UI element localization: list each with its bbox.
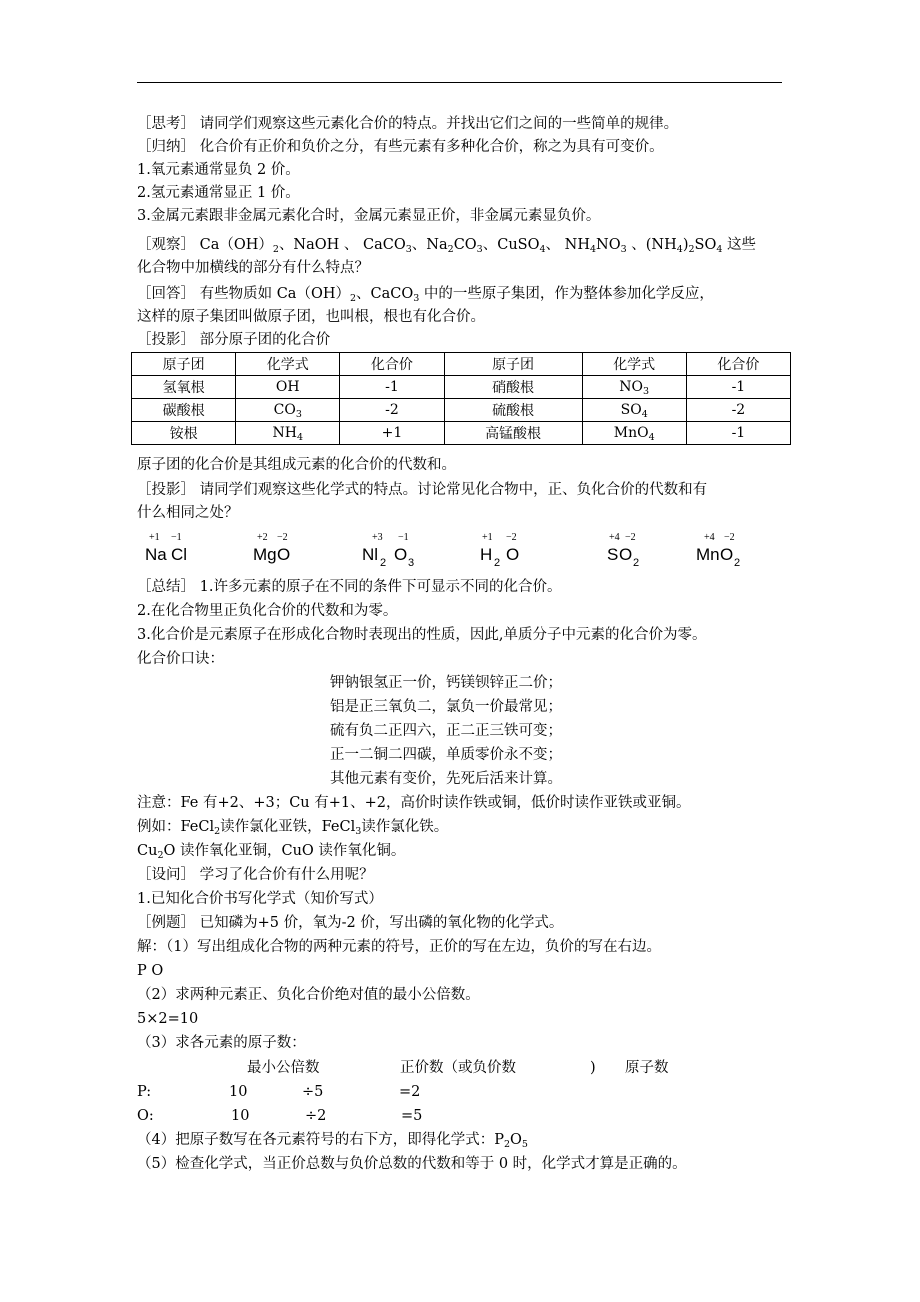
element-symbol: Mg	[253, 545, 277, 564]
table-header-cell: 化合价	[686, 353, 790, 376]
valence-mark: +4	[609, 532, 620, 543]
answer-line-cont: 这样的原子集团叫做原子团，也叫根，根也有化合价。	[137, 309, 485, 325]
table-cell: 高锰酸根	[444, 422, 582, 445]
table-cell: $NH_4$	[236, 422, 340, 445]
formula-nl2o3	[362, 532, 452, 572]
table-cell: $NO_3$	[582, 376, 686, 399]
calc-header-lcm: 最小公倍数	[247, 1060, 320, 1076]
table-cell: 硫酸根	[444, 399, 582, 422]
mnemonic-line: 硫有负二正四六，正二正三铁可变；	[330, 723, 562, 739]
element-symbol: O	[619, 545, 633, 564]
step-3-line: （3）求各元素的原子数：	[137, 1035, 306, 1051]
step-5-line: （5）检查化学式，当正价总数与负价总数的代数和等于 0 时，化学式才算是正确的。	[137, 1156, 687, 1172]
conclusion-1: ［总结］ 1.许多元素的原子在不同的条件下可显示不同的化合价。	[137, 579, 562, 595]
calc-row-o-lcm: 10	[231, 1108, 250, 1124]
subscript: 3	[408, 557, 415, 569]
calc-line: 5×2=10	[137, 1011, 199, 1027]
mnemonic-line: 钾钠银氢正一价，钙镁钡锌正二价；	[330, 675, 562, 691]
observe-line: ［观察］ $Ca(OH)_2$、NaOH 、 CaCO$_3$、$Na_2CO_3$、CuSO$_4$、 $NH_4NO_3$ 、$(NH_4)_2SO_4$ 这些	[137, 237, 757, 255]
valence-mark: +4	[704, 532, 715, 543]
valence-mark: +2	[257, 532, 268, 543]
table-header-cell: 化学式	[582, 353, 686, 376]
table-cell: -1	[340, 376, 444, 399]
subscript: 2	[494, 557, 501, 569]
table-cell: +1	[340, 422, 444, 445]
table-cell: -1	[686, 376, 790, 399]
element-symbol: O	[394, 545, 408, 564]
step-1-line: 解：（1）写出组成化合物的两种元素的符号，正价的写在左边，负价的写在右边。	[137, 939, 661, 955]
step-2-line: （2）求两种元素正、负化合价绝对值的最小公倍数。	[137, 987, 480, 1003]
table-cell: 碳酸根	[132, 399, 236, 422]
table-header-cell: 化学式	[236, 353, 340, 376]
mnemonic-line: 其他元素有变价，先死后活来计算。	[330, 771, 562, 787]
formula-h2o	[480, 532, 570, 572]
mnemonic-line: 铝是正三氧负二，氯负一价最常见；	[330, 699, 562, 715]
element-symbol: Cl	[171, 545, 188, 564]
formula-mno2	[696, 532, 786, 572]
step-4-line: （4）把原子数写在各元素符号的右下方，即得化学式：$P_2O_5$	[137, 1132, 528, 1150]
subscript: 2	[380, 557, 387, 569]
table-row	[132, 399, 791, 422]
table-header-cell: 原子团	[444, 353, 582, 376]
rule-hydrogen: 2.氢元素通常显正 1 价。	[137, 185, 300, 201]
subscript: 2	[734, 557, 741, 569]
note-line: 注意：Fe 有+2、+3；Cu 有+1、+2，高价时读作铁或铜，低价时读作亚铁或亚铜。	[137, 795, 691, 811]
table-cell: 氢氧根	[132, 376, 236, 399]
calc-header-valence: 正价数（或负价数	[400, 1060, 516, 1076]
valence-mark: −1	[171, 532, 182, 543]
mnemonic-line: 正一二铜二四碳，单质零价永不变；	[330, 747, 562, 763]
calc-header-paren: )	[590, 1060, 596, 1076]
calc-row-o-div: ÷2	[305, 1108, 327, 1124]
calc-row-o-result: =5	[401, 1108, 423, 1124]
example-read-line: 例如：FeCl$_2$读作氯化亚铁，FeCl$_3$读作氯化铁。	[137, 819, 449, 837]
conclusion-3: 3.化合价是元素原子在形成化合物时表现出的性质，因此,单质分子中元素的化合价为零。	[137, 627, 707, 643]
element-symbol: Na	[145, 545, 167, 564]
table-cell: -1	[686, 422, 790, 445]
valence-mark: +3	[372, 532, 383, 543]
table-cell: $SO_4$	[582, 399, 686, 422]
calc-row-p-div: ÷5	[302, 1084, 324, 1100]
table-header-cell: 化合价	[340, 353, 444, 376]
valence-mark: +1	[482, 532, 493, 543]
think-line: ［思考］ 请同学们观察这些元素化合价的特点。并找出它们之间的一些简单的规律。	[137, 116, 679, 132]
table-cell: OH	[236, 376, 340, 399]
header-rule	[137, 82, 782, 83]
formula-nacl	[145, 532, 235, 572]
calc-header-atoms: 原子数	[625, 1060, 669, 1076]
table-cell: MnO$_4$	[582, 422, 686, 445]
calc-row-p-label: P:	[137, 1084, 152, 1100]
answer-line: ［回答］ 有些物质如 $Ca(OH)_2$、CaCO$_3$ 中的一些原子集团，作为整体参加化学反应，	[137, 286, 714, 304]
table-cell: 硝酸根	[444, 376, 582, 399]
summarize-line: ［归纳］ 化合价有正价和负价之分，有些元素有多种化合价，称之为具有可变价。	[137, 139, 664, 155]
question-line: ［设问］ 学习了化合价有什么用呢？	[137, 867, 374, 883]
rule-oxygen: 1.氧元素通常显负 2 价。	[137, 162, 300, 178]
valence-mark: −2	[625, 532, 636, 543]
element-symbol: O	[720, 545, 734, 564]
po-line: P O	[137, 963, 164, 979]
observe-line-cont: 化合物中加横线的部分有什么特点？	[137, 260, 369, 276]
mnemonic-title: 化合价口诀：	[137, 651, 224, 667]
rule-metal: 3.金属元素跟非金属元素化合时，金属元素显正价，非金属元素显负价。	[137, 208, 601, 224]
formula-mgo	[253, 532, 343, 572]
atom-group-table	[131, 352, 791, 445]
element-symbol: H	[480, 545, 493, 564]
formula-so2	[607, 532, 697, 572]
element-symbol: O	[506, 545, 520, 564]
table-row	[132, 422, 791, 445]
table-header-cell: 原子团	[132, 353, 236, 376]
element-symbol: S	[607, 545, 619, 564]
table-cell: 铵根	[132, 422, 236, 445]
table-row	[132, 376, 791, 399]
table-cell: -2	[686, 399, 790, 422]
element-symbol: Mn	[696, 545, 720, 564]
table-note: 原子团的化合价是其组成元素的化合价的代数和。	[137, 457, 456, 473]
projection-question: ［投影］ 请同学们观察这些化学式的特点。讨论常见化合物中，正、负化合价的代数和有	[137, 482, 708, 498]
valence-mark: −2	[277, 532, 288, 543]
valence-mark: −2	[506, 532, 517, 543]
conclusion-2: 2.在化合物里正负化合价的代数和为零。	[137, 603, 398, 619]
calc-row-o-label: O:	[137, 1108, 154, 1124]
calc-row-p-lcm: 10	[229, 1084, 248, 1100]
valence-mark: −1	[398, 532, 409, 543]
table-cell: $CO_3$	[236, 399, 340, 422]
cu2o-line: $Cu_2O$ 读作氧化亚铜，CuO 读作氧化铜。	[137, 843, 406, 861]
subscript: 2	[633, 557, 640, 569]
calc-row-p-result: =2	[399, 1084, 421, 1100]
element-symbol: O	[277, 545, 291, 564]
table-cell: -2	[340, 399, 444, 422]
projection-question-cont: 什么相同之处？	[137, 505, 239, 521]
table-header-row	[132, 353, 791, 376]
use-1-line: 1.已知化合价书写化学式（知价写式）	[137, 891, 383, 907]
example-line: ［例题］ 已知磷为+5 价，氧为-2 价，写出磷的氧化物的化学式。	[137, 915, 564, 931]
projection-title: ［投影］ 部分原子团的化合价	[137, 332, 331, 348]
valence-mark: +1	[149, 532, 160, 543]
element-symbol: Nl	[362, 545, 379, 564]
valence-mark: −2	[724, 532, 735, 543]
